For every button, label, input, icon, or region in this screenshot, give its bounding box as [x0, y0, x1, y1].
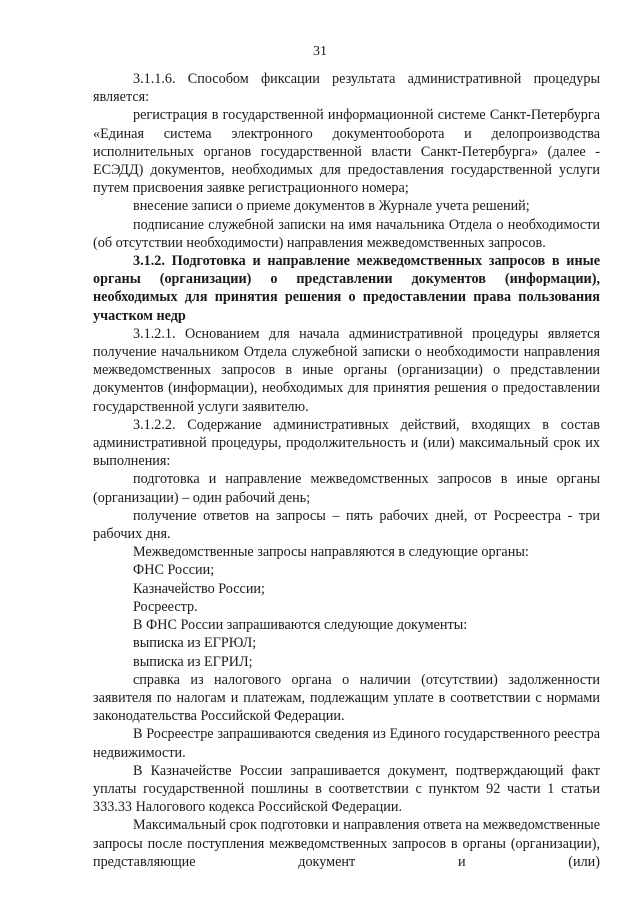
document-body: [93, 70, 600, 871]
section-heading-3-1-2: 3.1.2. Подготовка и направление межведомственных запросов в иные органы (организации) о представлении документов (информации), необходимых для принятия решения о предоставлении права пользования участком недр: [93, 253, 600, 324]
paragraph-3-1-2-2: 3.1.2.2. Содержание административных действий, входящих в состав административной процедуры, продолжительность и (или) максимальный срок их выполнения:: [93, 416, 600, 470]
paragraph-3-1-1-6: 3.1.1.6. Способом фиксации результата административной процедуры является:: [93, 71, 600, 106]
paragraph-responses: получение ответов на запросы – пять рабочих дней, от Росреестра - три рабочих дня.: [93, 507, 600, 543]
paragraph-recipient-bodies: Межведомственные запросы направляются в следующие органы:: [133, 544, 529, 561]
paragraph-request-preparation: подготовка и направление межведомственных запросов в иные органы (организации) – один рабочий день;: [93, 471, 600, 506]
list-item-egrul: выписка из ЕГРЮЛ;: [133, 635, 257, 652]
paragraph-treasury-document: В Казначействе России запрашивается документ, подтверждающий факт уплаты государственной пошлины в соответствии с пунктом 92 части 1 статьи 333.33 Налогового кодекса Российской Федерации.: [93, 762, 600, 816]
paragraph-registration: регистрация в государственной информационной системе Санкт-Петербурга «Единая система электронного документооборота и делопроизводства исполнительных органов государственной власти Санкт-Петербурга» (далее - ЕСЭДД) документов, необходимых для предоставления государственной услуги путем присвоения заявке регистрационного номера;: [93, 107, 600, 197]
paragraph-max-term: Максимальный срок подготовки и направления ответа на межведомственные запросы после поступления межведомственных запросов в органы (организации), представляющие документ и (или): [93, 817, 600, 870]
list-item-rosreestr: Росреестр.: [133, 598, 198, 615]
list-item-tax-certificate: справка из налогового органа о наличии (отсутствии) задолженности заявителя по налогам и платежам, подлежащим уплате в соответствии с нормами законодательства Российской Федерации.: [93, 671, 600, 725]
paragraph-journal-entry: внесение записи о приеме документов в Журнале учета решений;: [133, 198, 530, 215]
paragraph-memo-signing: подписание служебной записки на имя начальника Отдела о необходимости (об отсутствии необходимости) направления межведомственных запросов.: [93, 216, 600, 251]
paragraph-3-1-2-1: 3.1.2.1. Основанием для начала административной процедуры является получение начальником Отдела служебной записки о необходимости направления межведомственных запросов в иные органы (организации) о представлении документов (информации), необходимых для принятия решения о предоставлении государственной услуги заявителю.: [93, 325, 600, 415]
list-item-fns: ФНС России;: [133, 562, 215, 579]
paragraph-rosreestr-info: В Росреестре запрашиваются сведения из Единого государственного реестра недвижимости.: [93, 726, 600, 761]
list-item-treasury: Казначейство России;: [133, 580, 265, 597]
list-item-egril: выписка из ЕГРИЛ;: [133, 653, 253, 670]
paragraph-fns-documents: В ФНС России запрашиваются следующие документы:: [133, 617, 468, 634]
page-number: 31: [313, 44, 327, 59]
